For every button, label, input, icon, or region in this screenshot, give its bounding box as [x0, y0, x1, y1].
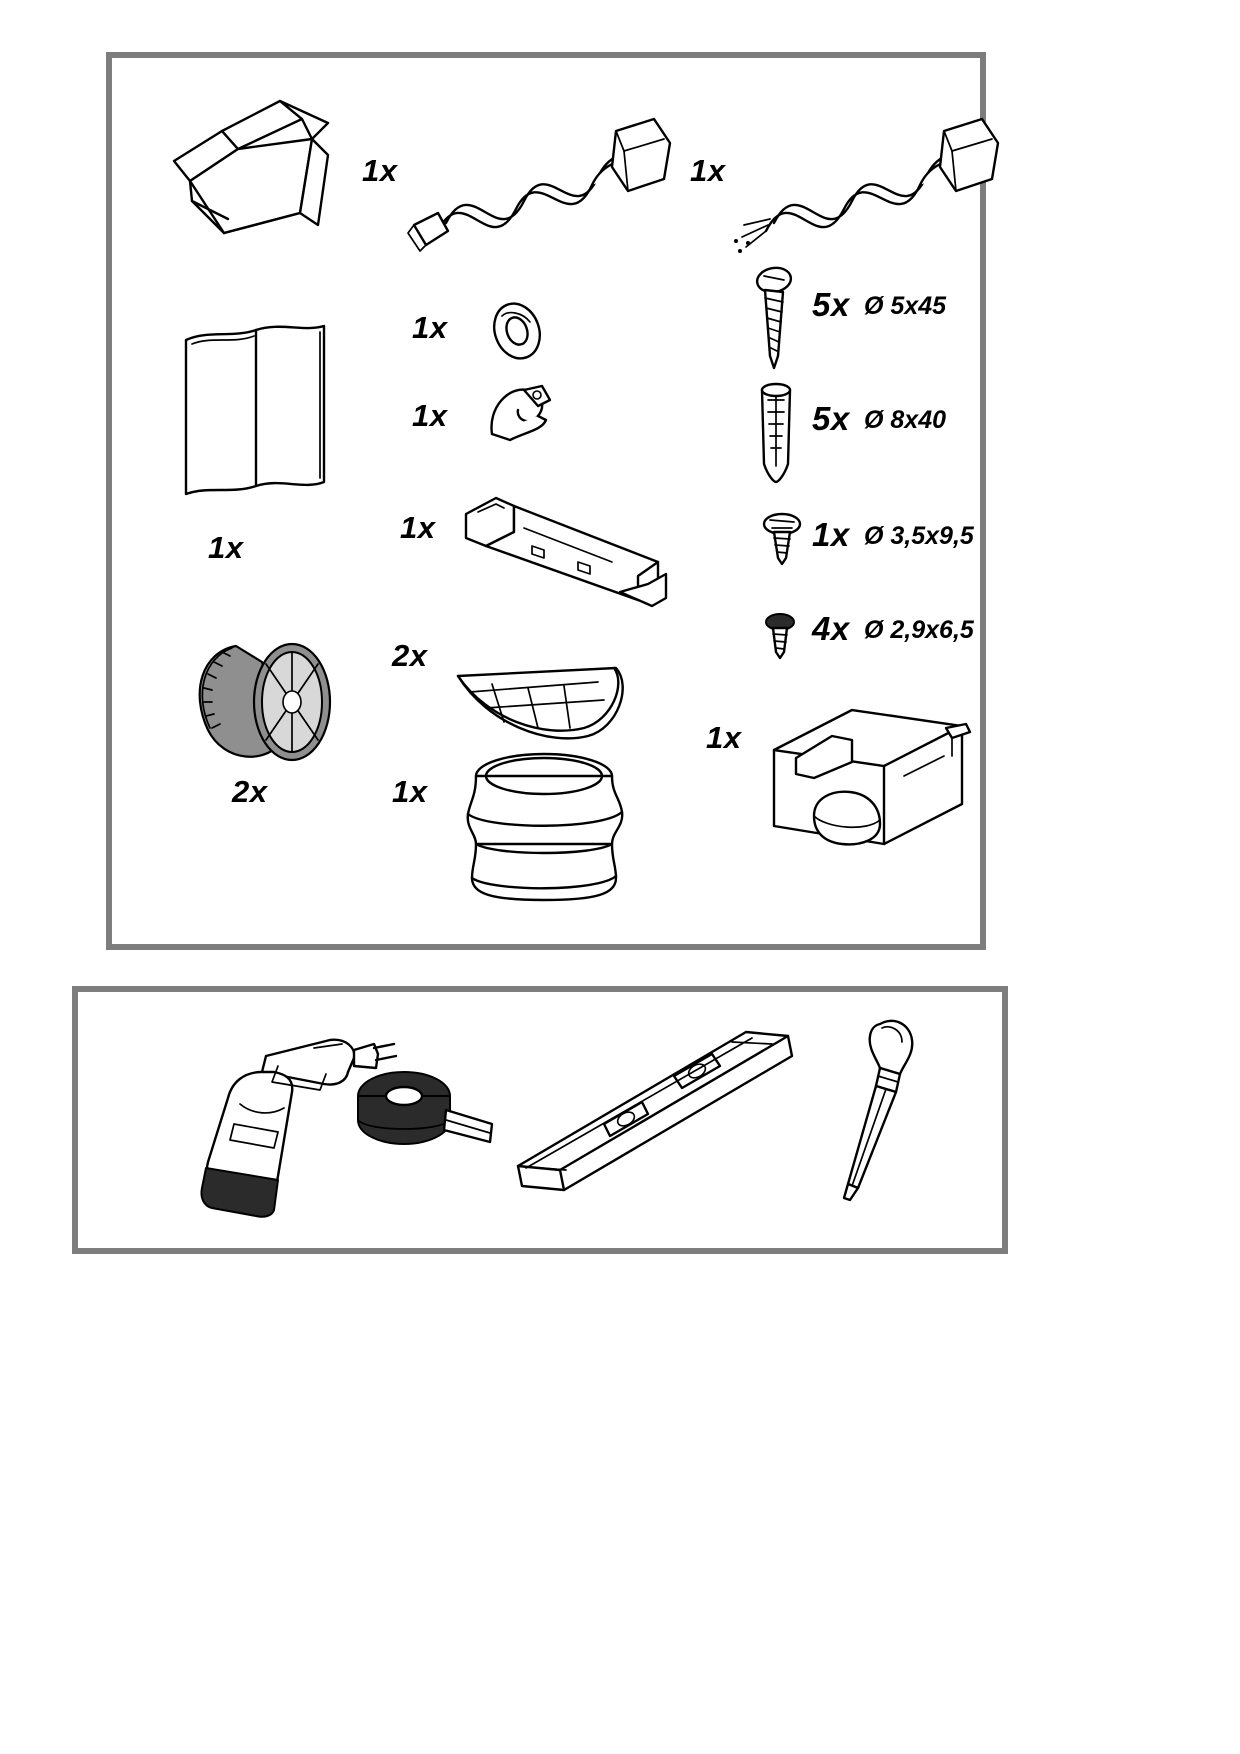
duct-adapter-qty: 1x: [392, 774, 428, 809]
motor-housing-box-icon: [756, 698, 976, 858]
rubber-gasket-ring-icon: [482, 296, 552, 366]
motor-housing-qty: 1x: [706, 720, 742, 755]
required-tools-panel: [72, 986, 1008, 1254]
round-duct-adapter-icon: [452, 748, 652, 908]
small-self-tapping-screw-icon: [758, 610, 804, 666]
instruction-manual-icon: [172, 318, 342, 518]
pan-screw-spec: Ø 3,5x9,5: [864, 522, 974, 550]
screwdriver-icon: [818, 1012, 958, 1202]
power-cord-qty: 1x: [362, 153, 398, 188]
air-deflector-grille-icon: [448, 658, 648, 748]
small-screw-qty: 4x: [812, 610, 850, 647]
cable-clamp-icon: [480, 380, 560, 450]
wall-mounting-bracket-icon: [452, 488, 672, 618]
cable-clamp-qty: 1x: [412, 398, 448, 433]
wire-cord-qty: 1x: [690, 153, 726, 188]
wall-plug-anchor-icon: [748, 378, 804, 488]
power-cord-with-plug-icon: [402, 113, 672, 253]
wall-plug-qty: 5x: [812, 400, 850, 437]
wood-screw-spec: Ø 5x45: [864, 292, 947, 320]
gasket-ring-qty: 1x: [412, 310, 448, 345]
mount-bracket-qty: 1x: [400, 510, 436, 545]
small-screw-spec: Ø 2,9x6,5: [864, 616, 974, 644]
filter-disc-qty: 2x: [232, 774, 268, 809]
manual-qty: 1x: [208, 530, 244, 565]
cord-with-bare-wires-icon: [730, 113, 1000, 253]
pan-screw-qty: 1x: [812, 516, 850, 553]
deflector-qty: 2x: [392, 638, 428, 673]
insulating-tape-roll-icon: [346, 1054, 506, 1164]
pan-head-screw-icon: [758, 510, 808, 568]
wood-screw-qty: 5x: [812, 286, 850, 323]
spirit-level-icon: [506, 1018, 806, 1198]
open-carton-box-icon: [152, 93, 352, 253]
included-parts-panel: [106, 52, 986, 950]
wood-screw-icon: [744, 264, 804, 374]
carbon-filter-disc-icon: [182, 638, 372, 768]
wall-plug-spec: Ø 8x40: [864, 406, 947, 434]
